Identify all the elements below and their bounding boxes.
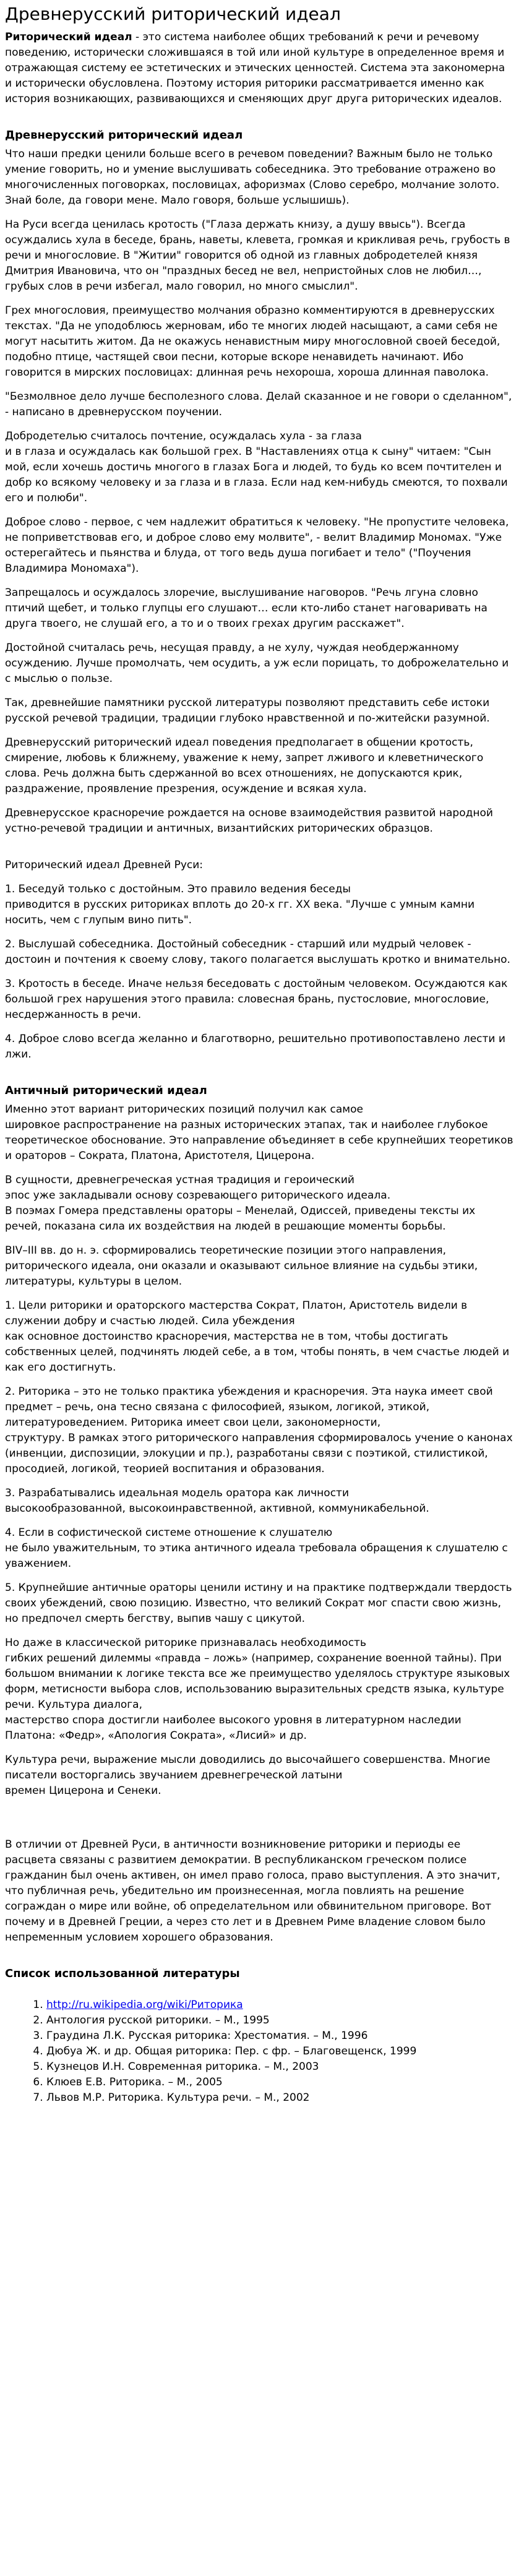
intro-term: Риторический идеал bbox=[5, 31, 132, 43]
paragraph: Именно этот вариант риторических позиций получил как самое шировкое распространение на разных исторических этапах, так и наиболее глубокое теоретическое обоснование. Это направление объединяет в себе крупнейших теоретиков и ораторов – Сократа, Платона, Аристотеля, Цицерона. bbox=[5, 1103, 513, 1162]
list-item: 2. Выслушай собеседника. Достойный собеседник - старший или мудрый человек - достоин и почтения к своему слову, такого полагается выслушать кротко и внимательно. bbox=[5, 938, 510, 966]
intro-paragraph bbox=[5, 30, 514, 107]
section-heading-old-russian: Древнерусский риторический идеал bbox=[5, 129, 243, 142]
paragraph: Грех многословия, преимущество молчания образно комментируются в древнерусских текстах. "Да не уподоблюсь жерновам, ибо те многих людей насыщают, а сами себя не могут насытить житом. Да не окажусь ненавистным миру многословной своей беседой, подобно птице, частящей свои песни, которые вскоре ненавидеть начинают. Ибо говорится в мирских пословицах: длинная речь нехороша, хороша длинная паволока. bbox=[5, 304, 500, 379]
section-heading-rhetorical-ideal: Риторический идеал Древней Руси: bbox=[5, 859, 204, 871]
section-antique-body bbox=[5, 1102, 514, 1799]
paragraph: В сущности, древнегреческая устная традиция и героический эпос уже закладывали основу созревающего риторического идеала. В поэмах Гомера представлены ораторы – Менелай, Одиссей, приведены тексты их речей, показана сила их воздействия на людей в решающие моменты борьбы. bbox=[5, 1174, 476, 1233]
section-old-russian-body bbox=[5, 147, 514, 837]
paragraph: 2. Риторика – это не только практика убеждения и красноречия. Эта наука имеет свой предмет – речь, она тесно связана с философией, языком, логикой, этикой, литературоведением. Риторика имеет свои цели, закономерности, структуру. В рамках этого риторического направления сформировалось учение о канонах (инвенции, диспозиции, элокуции и пр.), разработаны связи с поэтикой, стилистикой, просодией, логикой, теорией воспитания и образования. bbox=[5, 1385, 513, 1475]
paragraph: "Безмолвное дело лучше бесполезного слова. Делай сказанное и не говори о сделанном", - написано в древнерусском поучении. bbox=[5, 390, 512, 418]
paragraph: На Руси всегда ценилась кротость ("Глаза держать книзу, а душу ввысь"). Всегда осуждались хула в беседе, брань, наветы, клевета, громкая и крикливая речь, грубость в речи и многословие. В "Житии" говорится об одной из главных добродетелей князя Дмитрия Ивановича, что он "праздных бесед не вел, непристойных слов не любил…, грубых слов в речи избегал, мало говорил, но много смыслил". bbox=[5, 218, 510, 293]
page-title: Древнерусский риторический идеал bbox=[5, 4, 341, 24]
paragraph: Достойной считалась речь, несущая правду, а не хулу, чуждая необдержанному осуждению. Лучше промолчать, чем осудить, а уж если порицать, то доброжелательно и с мыслью о пользе. bbox=[5, 642, 509, 685]
paragraph: 3. Разрабатывались идеальная модель оратора как личности высокообразованной, высокоинравственной, активной, коммуникабельной. bbox=[5, 1487, 429, 1515]
conclusion-paragraph: В отличии от Древней Руси, в античности возникновение риторики и периоды ее расцвета связаны с развитием демократии. В республиканском греческом полисе гражданин был очень активен, он имел право голоса, право выступления. А это значит, что публичная речь, убедительно им произнесенная, могла повлиять на решение сограждан о мире или войне, об определательном или обвинительном приговоре. Вот почему и в Древней Греции, а через сто лет и в Древнем Риме владение словом было непременным условием хорошего образования. bbox=[5, 1838, 500, 1944]
bibliography-item: 3. Граудина Л.К. Русская риторика: Хрестоматия. – М., 1996 bbox=[46, 2028, 514, 2044]
paragraph: BIV–III вв. до н. э. сформировались теоретические позиции этого направления, риторического идеала, они оказали и оказывают сильное влияние на судьбы этики, литературы, культуры в целом. bbox=[5, 1244, 478, 1288]
list-item: 3. Кротость в беседе. Иначе нельзя беседовать с достойным человеком. Осуждаются как большой грех нарушения этого правила: словесная брань, пустословие, многословие, несдержанность в речи. bbox=[5, 978, 508, 1021]
list-item: 4. Доброе слово всегда желанно и благотворно, решительно противопоставлено лести и лжи. bbox=[5, 1033, 505, 1061]
bibliography-heading: Список использованной литературы bbox=[5, 1967, 240, 1980]
paragraph: Так, древнейшие памятники русской литературы позволяют представить себе истоки русской речевой традиции, традиции глубоко нравственной и по-житейски разумной. bbox=[5, 697, 490, 725]
paragraph: 4. Если в софистической системе отношение к слушателю не было уважительным, то этика античного идеала требовала обращения к слушателю с уважением. bbox=[5, 1527, 508, 1570]
bibliography-item: 2. Антология русской риторики. – М., 1995 bbox=[46, 2013, 514, 2028]
paragraph: Доброе слово - первое, с чем надлежит обратиться к человеку. "Не пропустите человека, не поприветствовав его, и доброе слово ему молвите", - велит Владимир Мономах. "Уже остерегайтесь и пьянства и блуда, от того ведь душа погибает и тело" ("Поучения Владимира Мономаха"). bbox=[5, 516, 509, 575]
list-item: 1. Беседуй только с достойным. Это правило ведения беседы приводится в русских риториках вплоть до 20-х гг. XX века. "Лучше с умным камни носить, чем с глупым вино пить". bbox=[5, 883, 475, 926]
intro-text: - это система наиболее общих требований к речи и речевому поведению, исторически сложившаяся в той или иной культуре в определенное время и отражающая систему ее эстетических и этических ценностей. Система эта закономерна и исторически обусловлена. Поэтому история риторики рассматривается именно как история возникающих, развивающихся и сменяющих друг друга риторических идеалов. bbox=[5, 31, 505, 105]
paragraph: Запрещалось и осуждалось злоречие, выслушивание наговоров. "Речь лгуна словно птичий щебет, и только глупцы его слушают… если кто-либо станет наговаривать на друга твоего, не слушай его, а то и о твоих грехах другим расскажет". bbox=[5, 587, 487, 630]
paragraph: Добродетелью считалось почтение, осуждалась хула - за глаза и в глаза и осуждалась как большой грех. В "Наставлениях отца к сыну" читаем: "Сын мой, если хочешь достичь многого в глазах Бога и людей, то будь ко всем почтителен и добр ко всякому человеку и за глаза и в глаза. Если над кем-нибудь смеются, то похвали его и полюби". bbox=[5, 430, 508, 504]
paragraph: Древнерусское красноречие рождается на основе взаимодействия развитой народной устно-речевой традиции и античных, византийских риторических образцов. bbox=[5, 807, 493, 835]
paragraph: 1. Цели риторики и ораторского мастерства Сократ, Платон, Аристотель видели в служении добру и счастью людей. Сила убеждения как основное достоинство красноречия, мастерства не в том, чтобы достигать собственных целей, подчинять людей себе, а в том, чтобы понять, в чем счастье людей и как его достигнуть. bbox=[5, 1299, 510, 1374]
bibliography-item: 7. Львов М.Р. Риторика. Культура речи. – М., 2002 bbox=[46, 2090, 514, 2106]
bibliography-item: 5. Кузнецов И.Н. Современная риторика. – М., 2003 bbox=[46, 2059, 514, 2075]
bibliography-list bbox=[5, 1997, 514, 2106]
section-rhetorical-ideal-list bbox=[5, 882, 514, 1062]
paragraph: 5. Крупнейшие античные ораторы ценили истину и на практике подтверждали твердость своих убеждений, свою позицию. Известно, что великий Сократ мог спасти свою жизнь, но предпочел смерть бегству, выпив чашу с цикутой. bbox=[5, 1582, 512, 1625]
paragraph: Культура речи, выражение мысли доводились до высочайшего совершенства. Многие писатели восторгались звучанием древнегреческой латыни времен Цицерона и Сенеки. bbox=[5, 1754, 491, 1797]
section-heading-antique: Античный риторический идеал bbox=[5, 1084, 207, 1097]
paragraph: Что наши предки ценили больше всего в речевом поведении? Важным было не только умение говорить, но и умение выслушивать собеседника. Это требование отражено во многочисленных поговорках, пословицах, афоризмах (Слово серебро, молчание золото. Знай боле, да говори мене. Мало говоря, больше услышишь). bbox=[5, 148, 500, 207]
bibliography-item: 6. Клюев Е.В. Риторика. – М., 2005 bbox=[46, 2075, 514, 2090]
paragraph: Но даже в классической риторике признавалась необходимость гибких решений дилеммы «правда – ложь» (например, сохранение военной тайны). При большом внимании к логике текста все же преимущество уделялось структуре языковых форм, метисности выбора слов, использованию выразительных средств языка, культуре речи. Культура диалога, мастерство спора достигли наиболее высокого уровня в литературном наследии Платона: «Федр», «Апология Сократа», «Лисий» и др. bbox=[5, 1637, 510, 1742]
paragraph: Древнерусский риторический идеал поведения предполагает в общении кротость, смирение, любовь к ближнему, уважение к нему, запрет лживого и клеветнического слова. Речь должна быть сдержанной во всех отношениях, не допускаются крик, раздражение, проявление презрения, осуждение и всякая хула. bbox=[5, 736, 484, 795]
bibliography-item: 4. Дюбуа Ж. и др. Общая риторика: Пер. с фр. – Благовещенск, 1999 bbox=[46, 2044, 514, 2059]
bibliography-item bbox=[46, 1997, 514, 2013]
bibliography-link[interactable]: http://ru.wikipedia.org/wiki/Риторика bbox=[46, 1999, 243, 2011]
